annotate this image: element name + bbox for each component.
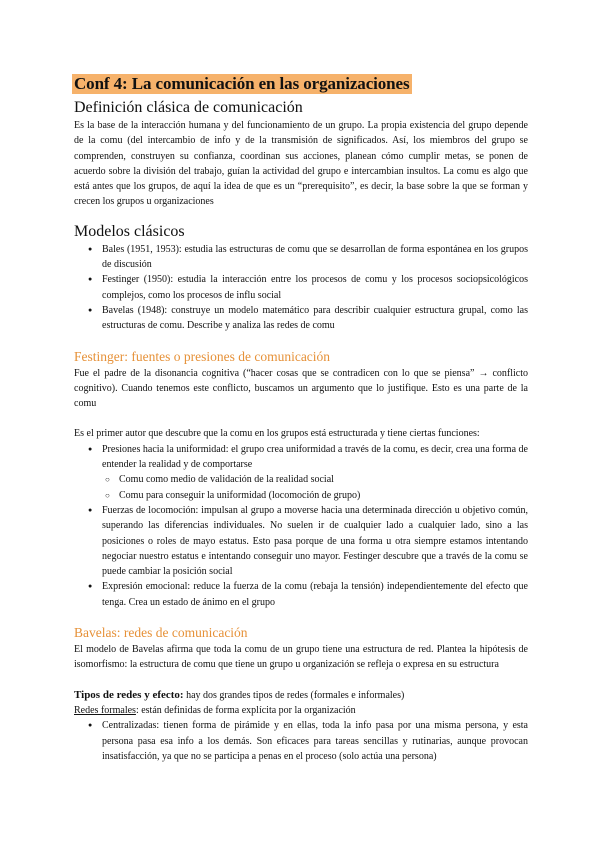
bavelas-paragraph: El modelo de Bavelas afirma que toda la comu de un grupo tiene una estructura de red. Plantea la hipótesis de isomorfismo: la estructura de comu que tiene un grupo u organización se refleja o expresa en su estructura <box>74 644 528 671</box>
list-item: ● Bavelas (1948): construye un modelo matemático para describir cualquier estructura grupal, como las estructuras de comu. Describe y analiza las redes de comu <box>74 303 528 334</box>
tipos-redes-label: Tipos de redes y efecto: <box>74 688 184 701</box>
definicion-paragraph: Es la base de la interacción humana y del funcionamiento de un grupo. La propia existencia del grupo depende de la comu (del intercambio de info y de la transmisión de significados. Así, los miembros del grupo se comprenden, construyen su confianza, coordinan sus acciones, planean cómo cumplir metas, se ponen de acuerdo sobre la división del trabajo, guían la actividad del grupo e intercambian insultos. La comu es algo que está antes que los grupos, de aquí la idea de que es un “prerequisito”, es decir, la base sobre la que se forman y crecen los grupos u organizaciones <box>74 120 528 208</box>
sublist-item: ○ Comu para conseguir la uniformidad (locomoción de grupo) <box>74 488 528 503</box>
list-item: ● Expresión emocional: reduce la fuerza de la comu (rebaja la tensión) independientemente del efecto que tenga. Crea un estado de ánimo en el grupo <box>74 579 528 610</box>
sublist-item: ○ Comu como medio de validación de la realidad social <box>74 472 528 487</box>
festinger-paragraph-2: Es el primer autor que descubre que la comu en los grupos está estructurada y tiene ciertas funciones: <box>74 428 480 440</box>
list-item <box>74 442 528 503</box>
page-title: Conf 4: La comunicación en las organizaciones <box>74 74 410 93</box>
redes-formales-line <box>74 703 528 718</box>
definicion-heading: Definición clásica de comunicación <box>74 99 303 116</box>
list-item: ● Fuerzas de locomoción: impulsan al grupo a moverse hacia una determinada dirección u objetivo común, superando las diferencias individuales. No suelen ir de cualquier lado a cualquier lado, sino a las posiciones o roles de mayo estatus. Esto pasa porque de una forma u otra siempre estamos intentando negociar nuestro estatus e intentando conseguir uno mayor. Festinger descubre que a través de la comu se puede cambiar la posición social <box>74 503 528 579</box>
festinger-sublist <box>74 472 528 503</box>
festinger-heading: Festinger: fuentes o presiones de comunicación <box>74 348 331 364</box>
tipos-redes-text: hay dos grandes tipos de redes (formales e informales) <box>183 689 405 701</box>
bavelas-heading: Bavelas: redes de comunicación <box>74 625 248 641</box>
document-content <box>74 74 528 764</box>
festinger-paragraph-1: Fue el padre de la disonancia cognitiva (“hacer cosas que se contradicen con lo que se piensa” → conflicto cognitivo). Cuando tenemos este conflicto, buscamos un argumento que lo justifique. Esto es una parte de la comu <box>74 367 528 410</box>
festinger-list <box>74 442 528 610</box>
modelos-list <box>74 242 528 334</box>
tipos-redes-line <box>74 688 528 703</box>
list-item: ● Centralizadas: tienen forma de pirámide y en ellas, toda la info pasa por una misma persona, y esta persona pasa esa info a los demás. Son eficaces para tareas sencillas y rutinarias, aunque provocan insatisfacción, ya que no se participa a penas en el proceso (solo actúa una persona) <box>74 718 528 764</box>
list-item: ● Festinger (1950): estudia la interacción entre los procesos de comu y los procesos sociopsicológicos complejos, como los procesos de influ social <box>74 272 528 303</box>
redes-formales-label: Redes formales <box>74 704 136 716</box>
list-item-text: Presiones hacia la uniformidad: el grupo crea uniformidad a través de la comu, es decir, crea una forma de entender la realidad y de comportarse <box>102 443 528 471</box>
list-item: ● Bales (1951, 1953): estudia las estructuras de comu que se desarrollan de forma espontánea en los grupos de discusión <box>74 242 528 273</box>
redes-formales-text: : están definidas de forma explícita por la organización <box>135 704 356 716</box>
redes-list <box>74 718 528 764</box>
modelos-heading: Modelos clásicos <box>74 222 185 240</box>
